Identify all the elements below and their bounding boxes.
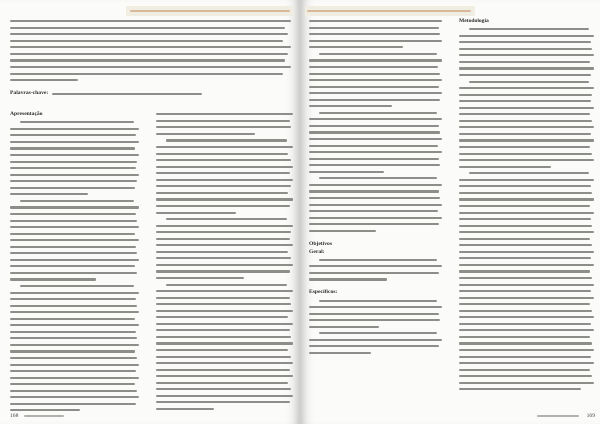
right-page: [301, 0, 600, 424]
running-header-text-left: [130, 10, 290, 12]
running-header-right: [305, 6, 475, 16]
page-number-left: 168: [10, 413, 19, 419]
right-page-footer: [309, 412, 595, 420]
footer-journal-mark-left: [24, 415, 64, 417]
left-column-1: [10, 111, 140, 414]
objetivos-heading: Objetivos: [309, 240, 332, 247]
especificos-label: Específicos:: [309, 289, 338, 296]
running-header-text-right: [307, 10, 471, 12]
body-text-line: [309, 276, 443, 283]
left-page-content: [10, 18, 294, 118]
keywords-line: [10, 90, 294, 98]
geral-label: Geral:: [309, 248, 325, 255]
right-column-1: [309, 18, 443, 356]
metodologia-heading: Metodologia: [459, 18, 489, 24]
running-header-left: [126, 6, 294, 16]
apresentacao-heading: Apresentação: [10, 111, 43, 118]
body-text-line: [309, 228, 443, 235]
page-number-right: 169: [586, 413, 595, 419]
section-heading-apresentacao: [10, 111, 140, 119]
keywords-label: Palavras-chave:: [10, 90, 49, 97]
left-column-2: [156, 111, 294, 412]
left-page: [0, 0, 299, 424]
footer-journal-mark-right: [537, 415, 579, 417]
abstract-block: [10, 18, 294, 98]
keywords-text: [52, 93, 202, 95]
section-heading-metodologia: [459, 18, 595, 26]
abstract-text-line: [10, 77, 294, 84]
section-heading-objetivos: [309, 241, 443, 249]
left-page-footer: [10, 412, 294, 420]
body-text-line: [309, 350, 443, 357]
subheading-especificos: [309, 289, 443, 297]
right-column-2: [459, 18, 595, 393]
subheading-geral: [309, 249, 443, 257]
body-text-line: [459, 386, 595, 393]
